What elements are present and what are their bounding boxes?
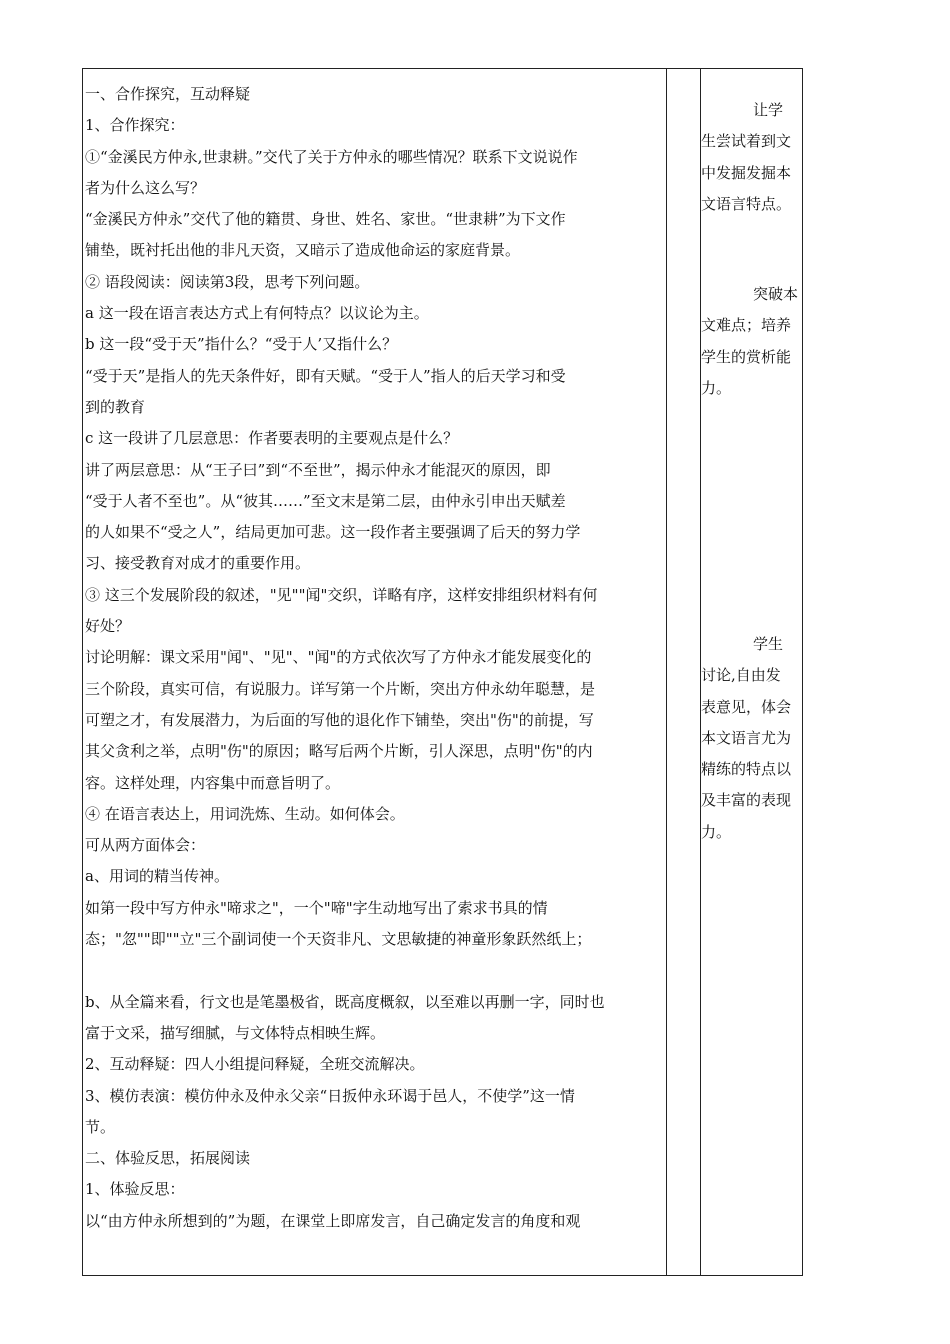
content-line: ② 语段阅读：阅读第3段，思考下列问题。 xyxy=(85,272,370,291)
lesson-plan-table xyxy=(82,68,803,1276)
content-line: b、从全篇来看，行文也是笔墨极省，既高度概叙，以至难以再删一字，同时也 xyxy=(85,992,605,1011)
content-line: 二、体验反思，拓展阅读 xyxy=(85,1149,251,1168)
design-note-1 xyxy=(701,95,801,220)
content-line: 态；"忽""即""立"三个副词使一个天资非凡、文思敏捷的神童形象跃然纸上； xyxy=(85,930,592,949)
content-line: c 这一段讲了几层意思：作者要表明的主要观点是什么？ xyxy=(85,429,459,448)
note-line: 让学 xyxy=(753,101,784,119)
note-line: 突破本 xyxy=(753,285,799,303)
content-line: 一、合作探究，互动释疑 xyxy=(85,85,251,103)
note-line: 及丰富的表现 xyxy=(701,791,792,810)
content-line: 三个阶段，真实可信，有说服力。详写第一个片断，突出方仲永幼年聪慧，是 xyxy=(85,679,596,698)
note-line: 文语言特点。 xyxy=(701,194,792,213)
note-line: 生尝试着到文 xyxy=(701,132,792,151)
note-line: 本文语言尤为 xyxy=(701,728,792,747)
content-line: 可塑之才，有发展潜力，为后面的写他的退化作下铺垫，突出"伤"的前提，写 xyxy=(85,710,594,729)
note-line: 力。 xyxy=(701,822,732,841)
content-line: 讨论明解：课文采用"闻"、"见"、"闻"的方式依次写了方仲永才能发展变化的 xyxy=(85,648,592,667)
content-line: b 这一段“受于天”指什么？“受于人’又指什么？ xyxy=(85,335,398,354)
content-line: 铺垫，既衬托出他的非凡天资，又暗示了造成他命运的家庭背景。 xyxy=(85,241,521,260)
teaching-content-column xyxy=(83,79,667,1237)
content-line: ③ 这三个发展阶段的叙述，"见""闻"交织，详略有序，这样安排组织材料有何 xyxy=(85,585,598,604)
content-line: ①“金溪民方仲永,世隶耕。”交代了关于方仲永的哪些情况？联系下文说说作 xyxy=(85,147,578,166)
content-line: a 这一段在语言表达方式上有何特点？以议论为主。 xyxy=(85,304,429,323)
note-line: 中发掘发掘本 xyxy=(701,163,792,182)
content-line: 1、合作探究： xyxy=(85,116,185,135)
content-line: 富于文采，描写细腻，与文体特点相映生辉。 xyxy=(85,1023,386,1042)
content-line: ④ 在语言表达上，用词洗炼、生动。如何体会。 xyxy=(85,804,405,823)
content-line: 到的教育 xyxy=(85,397,146,416)
content-line: “受于天”是指人的先天条件好，即有天赋。“受于人”指人的后天学习和受 xyxy=(85,366,566,385)
content-line: 2、互动释疑：四人小组提问释疑，全班交流解决。 xyxy=(85,1055,425,1074)
content-line xyxy=(85,955,667,986)
note-line: 学生的赏析能 xyxy=(701,347,792,366)
content-line: “受于人者不至也”。从“彼其……”至文末是第二层，由仲永引申出天赋差 xyxy=(85,491,566,510)
content-line: 节。 xyxy=(85,1117,116,1136)
content-line: 其父贪利之举，点明"伤"的原因；略写后两个片断，引人深思，点明"伤"的内 xyxy=(85,742,593,761)
content-line: 可从两方面体会： xyxy=(85,836,206,855)
content-line: 1、体验反思： xyxy=(85,1180,185,1199)
content-line: 3、模仿表演：模仿仲永及仲永父亲“日扳仲永环谒于邑人，不使学”这一情 xyxy=(85,1086,575,1105)
content-line: “金溪民方仲永”交代了他的籍贯、身世、姓名、家世。“世隶耕”为下文作 xyxy=(85,210,566,229)
design-note-2 xyxy=(701,279,801,404)
design-note-3 xyxy=(701,629,801,848)
note-line: 力。 xyxy=(701,378,732,397)
content-line: 容。这样处理，内容集中而意旨明了。 xyxy=(85,773,341,792)
content-line: a、用词的精当传神。 xyxy=(85,867,229,886)
content-line: 讲了两层意思：从“王子曰”到“不至世”，揭示仲永才能混灭的原因，即 xyxy=(85,460,551,479)
note-line: 表意见，体会 xyxy=(701,697,792,716)
content-line: 习、接受教育对成才的重要作用。 xyxy=(85,554,311,573)
note-line: 精练的特点以 xyxy=(701,760,792,779)
content-line: 的人如果不“受之人”，结局更加可悲。这一段作者主要强调了后天的努力学 xyxy=(85,523,581,542)
note-line: 学生 xyxy=(753,635,784,653)
content-line: 以“由方仲永所想到的”为题，在课堂上即席发言，自己确定发言的角度和观 xyxy=(85,1211,581,1230)
content-line: 如第一段中写方仲永"啼求之"，一个"啼"字生动地写出了索求书具的情 xyxy=(85,898,548,917)
content-line: 者为什么这么写？ xyxy=(85,178,206,197)
content-line: 好处？ xyxy=(85,617,131,636)
note-line: 文难点；培养 xyxy=(701,316,792,335)
note-line: 讨论,自由发 xyxy=(701,666,781,685)
